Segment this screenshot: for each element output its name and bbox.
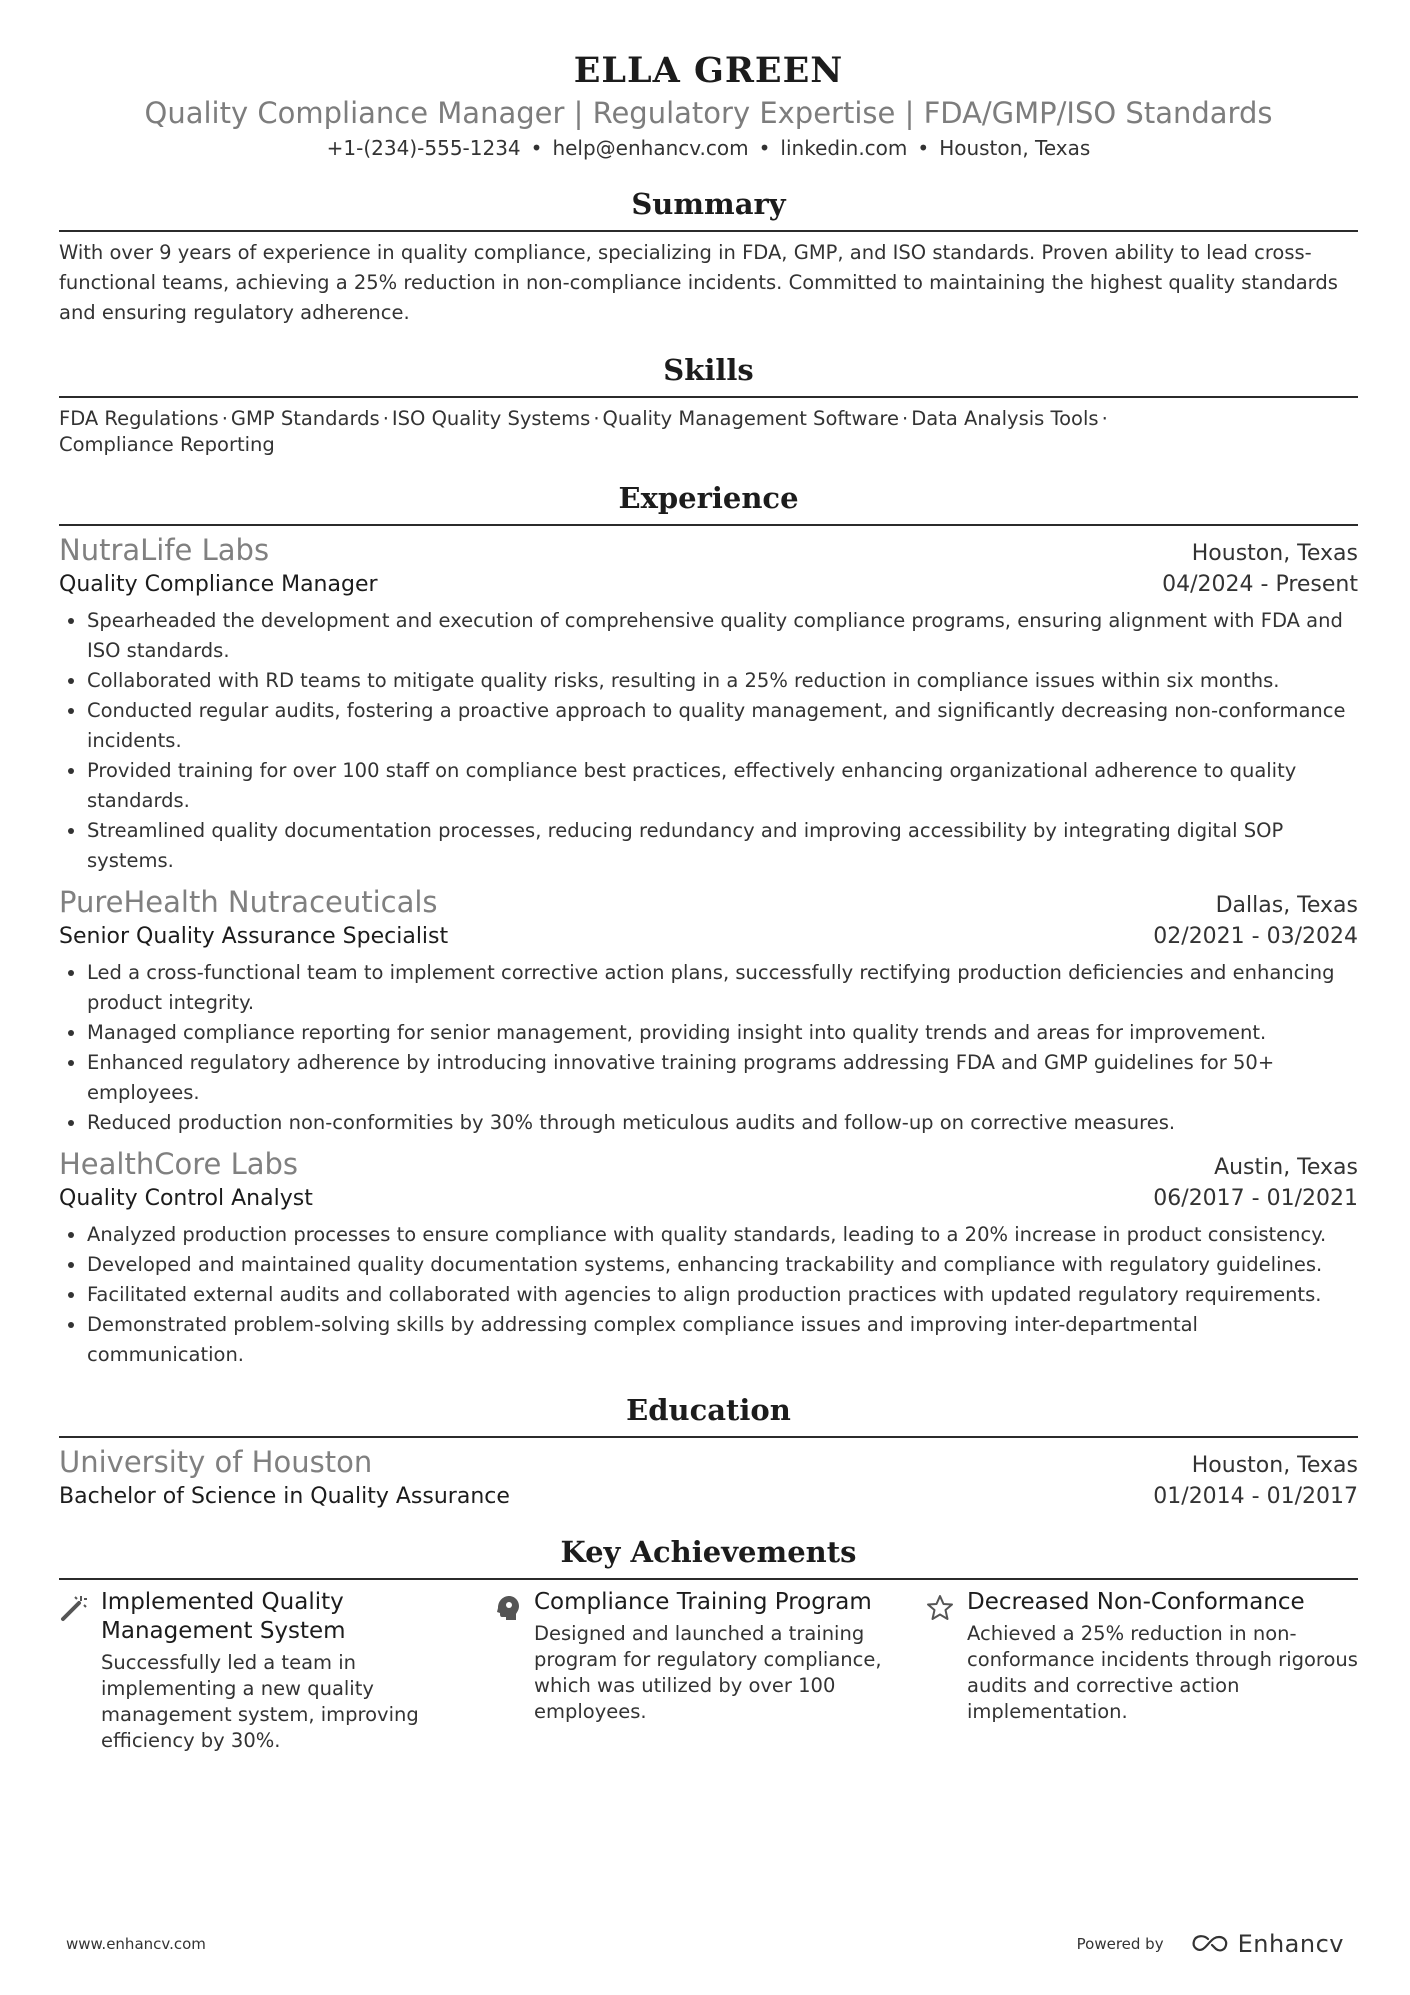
skill-item: Quality Management Software [602, 407, 900, 430]
bullet-item: • Reduced production non-conformities by 30% through meticulous audits and follow-up on corrective measures. [87, 1108, 1358, 1138]
section-divider [59, 1578, 1358, 1580]
section-title-summary: Summary [631, 187, 786, 221]
contact-separator: • [917, 136, 930, 160]
linkedin-link[interactable]: linkedin.com [780, 136, 908, 160]
job-bullets [59, 606, 1358, 876]
resume-page [59, 0, 1358, 1754]
bullet-item: • Streamlined quality documentation processes, reducing redundancy and improving accessibility by integrating digital SOP systems. [87, 816, 1358, 876]
bullet-item: • Managed compliance reporting for senior management, providing insight into quality trends and areas for improvement. [87, 1018, 1358, 1048]
bullet-item: • Collaborated with RD teams to mitigate quality risks, resulting in a 25% reduction in compliance issues within six months. [87, 666, 1358, 696]
job-title: Senior Quality Assurance Specialist [59, 924, 449, 949]
job-title: Quality Compliance Manager [59, 572, 378, 597]
section-divider [59, 524, 1358, 526]
company-name: PureHealth Nutraceuticals [59, 885, 438, 919]
experience-section [59, 480, 1358, 1370]
skill-item: FDA Regulations [59, 407, 219, 430]
company-name: NutraLife Labs [59, 533, 270, 567]
skill-item: GMP Standards [230, 407, 380, 430]
job-entry [59, 532, 1358, 876]
school-name: University of Houston [59, 1445, 373, 1479]
job-dates: 04/2024 - Present [1162, 572, 1358, 597]
job-bullets [59, 1220, 1358, 1370]
email[interactable]: help@enhancv.com [552, 136, 749, 160]
bullet-item: • Demonstrated problem-solving skills by addressing complex compliance issues and improving inter-departmental communication. [87, 1310, 1358, 1370]
head-brain-icon [492, 1593, 522, 1623]
bullet-item: • Conducted regular audits, fostering a proactive approach to quality management, and significantly decreasing non-conformance incidents. [87, 696, 1358, 756]
contact-separator: • [758, 136, 771, 160]
bullet-item: • Enhanced regulatory adherence by introducing innovative training programs addressing FDA and GMP guidelines for 50+ employees. [87, 1048, 1358, 1108]
bullet-item: • Led a cross-functional team to implement corrective action plans, successfully rectifying production deficiencies and enhancing product integrity. [87, 958, 1358, 1018]
summary-section [59, 186, 1358, 328]
achievement-item [492, 1588, 925, 1754]
enhancv-logo-icon [1190, 1933, 1230, 1955]
section-title-achievements: Key Achievements [560, 1535, 857, 1569]
candidate-name: ELLA GREEN [573, 50, 844, 91]
achievements-section [59, 1534, 1358, 1754]
location: Houston, Texas [939, 136, 1091, 160]
contact-line [59, 134, 1358, 162]
achievement-description: Successfully led a team in implementing a new quality management system, improving efficiency by 30%. [101, 1651, 419, 1752]
achievement-description: Designed and launched a training program for regulatory compliance, which was utilized by over 100 employees. [534, 1622, 882, 1723]
powered-by-label: Powered by [1076, 1935, 1164, 1953]
star-icon [925, 1593, 955, 1623]
skill-item: Compliance Reporting [59, 433, 275, 456]
section-divider [59, 230, 1358, 232]
skill-item: Data Analysis Tools [911, 407, 1099, 430]
footer-website-link[interactable]: www.enhancv.com [66, 1935, 206, 1953]
degree: Bachelor of Science in Quality Assurance [59, 1484, 510, 1509]
skills-section [59, 352, 1358, 458]
contact-separator: • [530, 136, 543, 160]
bullet-item: • Developed and maintained quality documentation systems, enhancing trackability and compliance with regulatory guidelines. [87, 1250, 1358, 1280]
page-footer [66, 1930, 1344, 1958]
bullet-item: • Provided training for over 100 staff on compliance best practices, effectively enhancing organizational adherence to quality standards. [87, 756, 1358, 816]
achievement-item [925, 1588, 1358, 1754]
education-section [59, 1392, 1358, 1514]
section-divider [59, 396, 1358, 398]
candidate-headline: Quality Compliance Manager | Regulatory Expertise | FDA/GMP/ISO Standards [144, 96, 1273, 130]
job-entry [59, 1146, 1358, 1370]
resume-header [59, 0, 1358, 162]
achievement-description: Achieved a 25% reduction in non-conformance incidents through rigorous audits and corrective action implementation. [967, 1622, 1358, 1723]
skill-item: ISO Quality Systems [391, 407, 591, 430]
job-location: Austin, Texas [1214, 1155, 1358, 1180]
section-title-skills: Skills [663, 353, 754, 387]
job-title: Quality Control Analyst [59, 1186, 313, 1211]
job-entry [59, 884, 1358, 1138]
school-location: Houston, Texas [1191, 1453, 1358, 1478]
company-name: HealthCore Labs [59, 1147, 299, 1181]
phone[interactable]: +1-(234)-555-1234 [326, 136, 521, 160]
job-location: Houston, Texas [1191, 541, 1358, 566]
achievement-title: Compliance Training Program [534, 1589, 872, 1615]
brand-name[interactable]: Enhancv [1237, 1930, 1344, 1958]
section-divider [59, 1436, 1358, 1438]
section-title-experience: Experience [618, 481, 799, 515]
summary-text: With over 9 years of experience in quality compliance, specializing in FDA, GMP, and ISO standards. Proven ability to lead cross-functional teams, achieving a 25% reduction in non-compliance incidents. Committed to maintaining the highest quality standards and ensuring regulatory adherence. [59, 241, 1338, 324]
magic-wand-icon [59, 1593, 89, 1623]
bullet-item: • Spearheaded the development and execution of comprehensive quality compliance programs, ensuring alignment with FDA and ISO standards. [87, 606, 1358, 666]
achievement-title: Decreased Non-Conformance [967, 1589, 1305, 1615]
skills-list: FDA Regulations · GMP Standards · ISO Quality Systems · Quality Management Software · Data Analysis Tools · Compliance Reporting [59, 407, 1108, 456]
education-dates: 01/2014 - 01/2017 [1153, 1484, 1358, 1509]
achievement-title: Implemented Quality Management System [101, 1589, 346, 1644]
job-location: Dallas, Texas [1215, 893, 1358, 918]
bullet-item: • Analyzed production processes to ensure compliance with quality standards, leading to a 20% increase in product consistency. [87, 1220, 1358, 1250]
job-dates: 02/2021 - 03/2024 [1153, 924, 1358, 949]
section-title-education: Education [626, 1393, 791, 1427]
footer-branding [1077, 1930, 1344, 1958]
job-dates: 06/2017 - 01/2021 [1153, 1186, 1358, 1211]
job-bullets [59, 958, 1358, 1138]
bullet-item: • Facilitated external audits and collaborated with agencies to align production practices with updated regulatory requirements. [87, 1280, 1358, 1310]
achievement-item [59, 1588, 492, 1754]
